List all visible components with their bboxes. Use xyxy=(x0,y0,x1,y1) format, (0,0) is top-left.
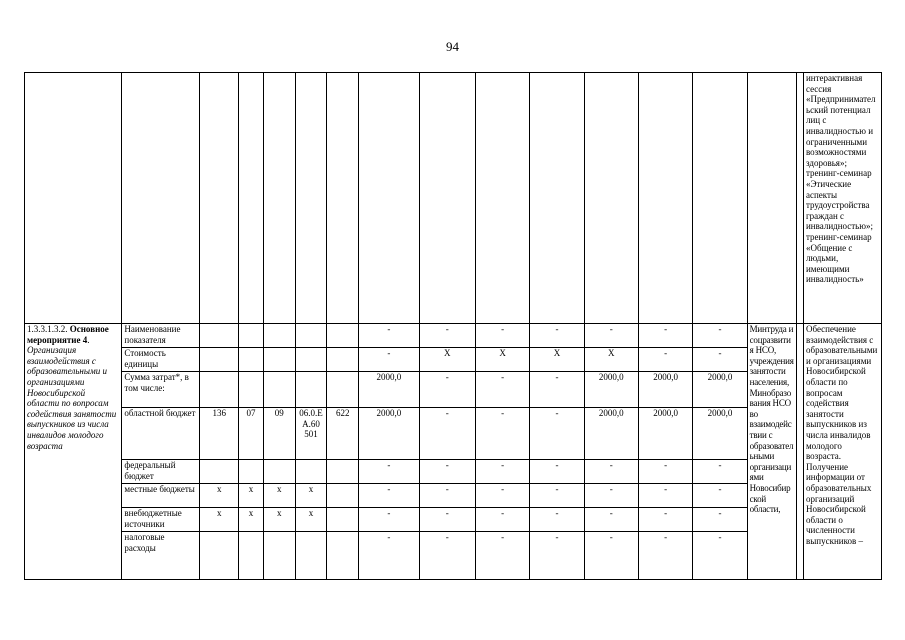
value-year: - xyxy=(530,408,584,460)
empty-cell xyxy=(122,73,200,324)
value-year: - xyxy=(693,324,747,348)
event-code: 1.3.3.1.3.2. xyxy=(27,324,68,334)
value-year: - xyxy=(584,532,638,580)
continuation-row xyxy=(25,73,882,324)
empty-cell xyxy=(584,73,638,324)
value-year: - xyxy=(693,484,747,508)
value-year: - xyxy=(638,484,692,508)
code-grbs: 136 xyxy=(200,408,239,460)
value-year: - xyxy=(584,460,638,484)
value-year: - xyxy=(419,532,475,580)
value-year: - xyxy=(638,460,692,484)
value-year: - xyxy=(419,324,475,348)
row-label: местные бюджеты xyxy=(122,484,200,508)
value-year: - xyxy=(475,484,529,508)
value-year: - xyxy=(638,508,692,532)
row-label: федеральный бюджет xyxy=(122,460,200,484)
empty-cell xyxy=(200,73,239,324)
value-year: - xyxy=(475,460,529,484)
spacer-cell xyxy=(796,324,803,580)
value-year: - xyxy=(693,348,747,372)
program-table xyxy=(24,72,882,580)
table-row: внебюджетные источники х х х х - - - - - - - xyxy=(25,508,882,532)
value-year: - xyxy=(584,484,638,508)
code-rz: 07 xyxy=(239,408,264,460)
code-pr xyxy=(263,324,295,348)
code-csr: 06.0.ЕА.60 501 xyxy=(295,408,327,460)
value-year: - xyxy=(419,508,475,532)
empty-cell xyxy=(693,73,747,324)
value-year: - xyxy=(530,484,584,508)
value-year: - xyxy=(530,324,584,348)
row-label: Наименование показателя xyxy=(122,324,200,348)
empty-cell xyxy=(25,73,122,324)
value-total: - xyxy=(359,324,419,348)
value-year: - xyxy=(475,372,529,408)
row-label: налоговые расходы xyxy=(122,532,200,580)
event-title: Основное мероприятие 4 xyxy=(27,324,109,345)
value-year: - xyxy=(693,460,747,484)
value-year: - xyxy=(584,508,638,532)
empty-cell xyxy=(796,73,803,324)
value-year: - xyxy=(693,532,747,580)
value-year: - xyxy=(638,532,692,580)
executor-cell: Минтруда и соцразвития НСО, учреждения занятости населения, Минобразования НСО во взаимодействии с образовательными организациями Новосибирской области, xyxy=(747,324,796,580)
value-year: 2000,0 xyxy=(638,408,692,460)
value-year: - xyxy=(475,324,529,348)
value-total: 2000,0 xyxy=(359,372,419,408)
value-year: Х xyxy=(530,348,584,372)
value-year: - xyxy=(419,372,475,408)
empty-cell xyxy=(638,73,692,324)
value-year: 2000,0 xyxy=(693,372,747,408)
row-label: внебюджетные источники xyxy=(122,508,200,532)
empty-cell xyxy=(359,73,419,324)
value-year: - xyxy=(419,408,475,460)
value-year: - xyxy=(584,324,638,348)
value-year: Х xyxy=(475,348,529,372)
empty-cell xyxy=(239,73,264,324)
empty-cell xyxy=(747,73,796,324)
value-year: 2000,0 xyxy=(638,372,692,408)
code-vr: 622 xyxy=(327,408,359,460)
table-row xyxy=(25,324,882,348)
code-rz xyxy=(239,324,264,348)
code-csr xyxy=(295,324,327,348)
result-continued: интерактивная сессия «Предпринимательский потенциал лиц с инвалидностью и ограниченными возможностями здоровья»; тренинг-семинар «Этические аспекты трудоустройства граждан с инвалидностью»; тренинг-семинар «Общение с людьми, имеющими инвалидность» xyxy=(803,73,881,324)
value-year: - xyxy=(475,508,529,532)
value-year: - xyxy=(530,460,584,484)
empty-cell xyxy=(263,73,295,324)
value-year: - xyxy=(419,460,475,484)
value-year: 2000,0 xyxy=(584,372,638,408)
empty-cell xyxy=(419,73,475,324)
value-year: 2000,0 xyxy=(693,408,747,460)
page-number: 94 xyxy=(446,39,459,54)
value-year: Х xyxy=(419,348,475,372)
value-total: - xyxy=(359,508,419,532)
event-name-cell: 1.3.3.1.3.2. Основное мероприятие 4. Организация взаимодействия с образовательными и организациями Новосибирской области по вопросам содействия занятости выпускников из числа инвалидов молодого возраста xyxy=(25,324,122,580)
code-grbs xyxy=(200,324,239,348)
value-total: 2000,0 xyxy=(359,408,419,460)
empty-cell xyxy=(327,73,359,324)
value-year: - xyxy=(638,348,692,372)
value-year: - xyxy=(530,508,584,532)
empty-cell xyxy=(530,73,584,324)
value-year: - xyxy=(475,532,529,580)
value-total: - xyxy=(359,460,419,484)
value-total: - xyxy=(359,532,419,580)
value-year: - xyxy=(530,532,584,580)
row-label: Сумма затрат*, в том числе: xyxy=(122,372,200,408)
empty-cell xyxy=(295,73,327,324)
code-vr xyxy=(327,324,359,348)
code-pr: 09 xyxy=(263,408,295,460)
value-year: - xyxy=(530,372,584,408)
table-row: местные бюджеты х х х х - - - - - - - xyxy=(25,484,882,508)
value-total: - xyxy=(359,484,419,508)
value-year: - xyxy=(693,508,747,532)
value-year: - xyxy=(475,408,529,460)
row-label: областной бюджет xyxy=(122,408,200,460)
row-label: Стоимость единицы xyxy=(122,348,200,372)
expected-result-cell: Обеспечение взаимодействия с образовательными и организациями Новосибирской области по вопросам содействия занятости выпускников из числа инвалидов молодого возраста. Получение информации от образовательных организаций Новосибирской области о численности выпускников – xyxy=(803,324,881,580)
event-description: Организация взаимодействия с образовательными и организациями Новосибирской области по вопросам содействия занятости выпускников из числа инвалидов молодого возраста xyxy=(27,345,117,451)
value-year: 2000,0 xyxy=(584,408,638,460)
value-year: Х xyxy=(584,348,638,372)
value-total: - xyxy=(359,348,419,372)
empty-cell xyxy=(475,73,529,324)
value-year: - xyxy=(638,324,692,348)
value-year: - xyxy=(419,484,475,508)
